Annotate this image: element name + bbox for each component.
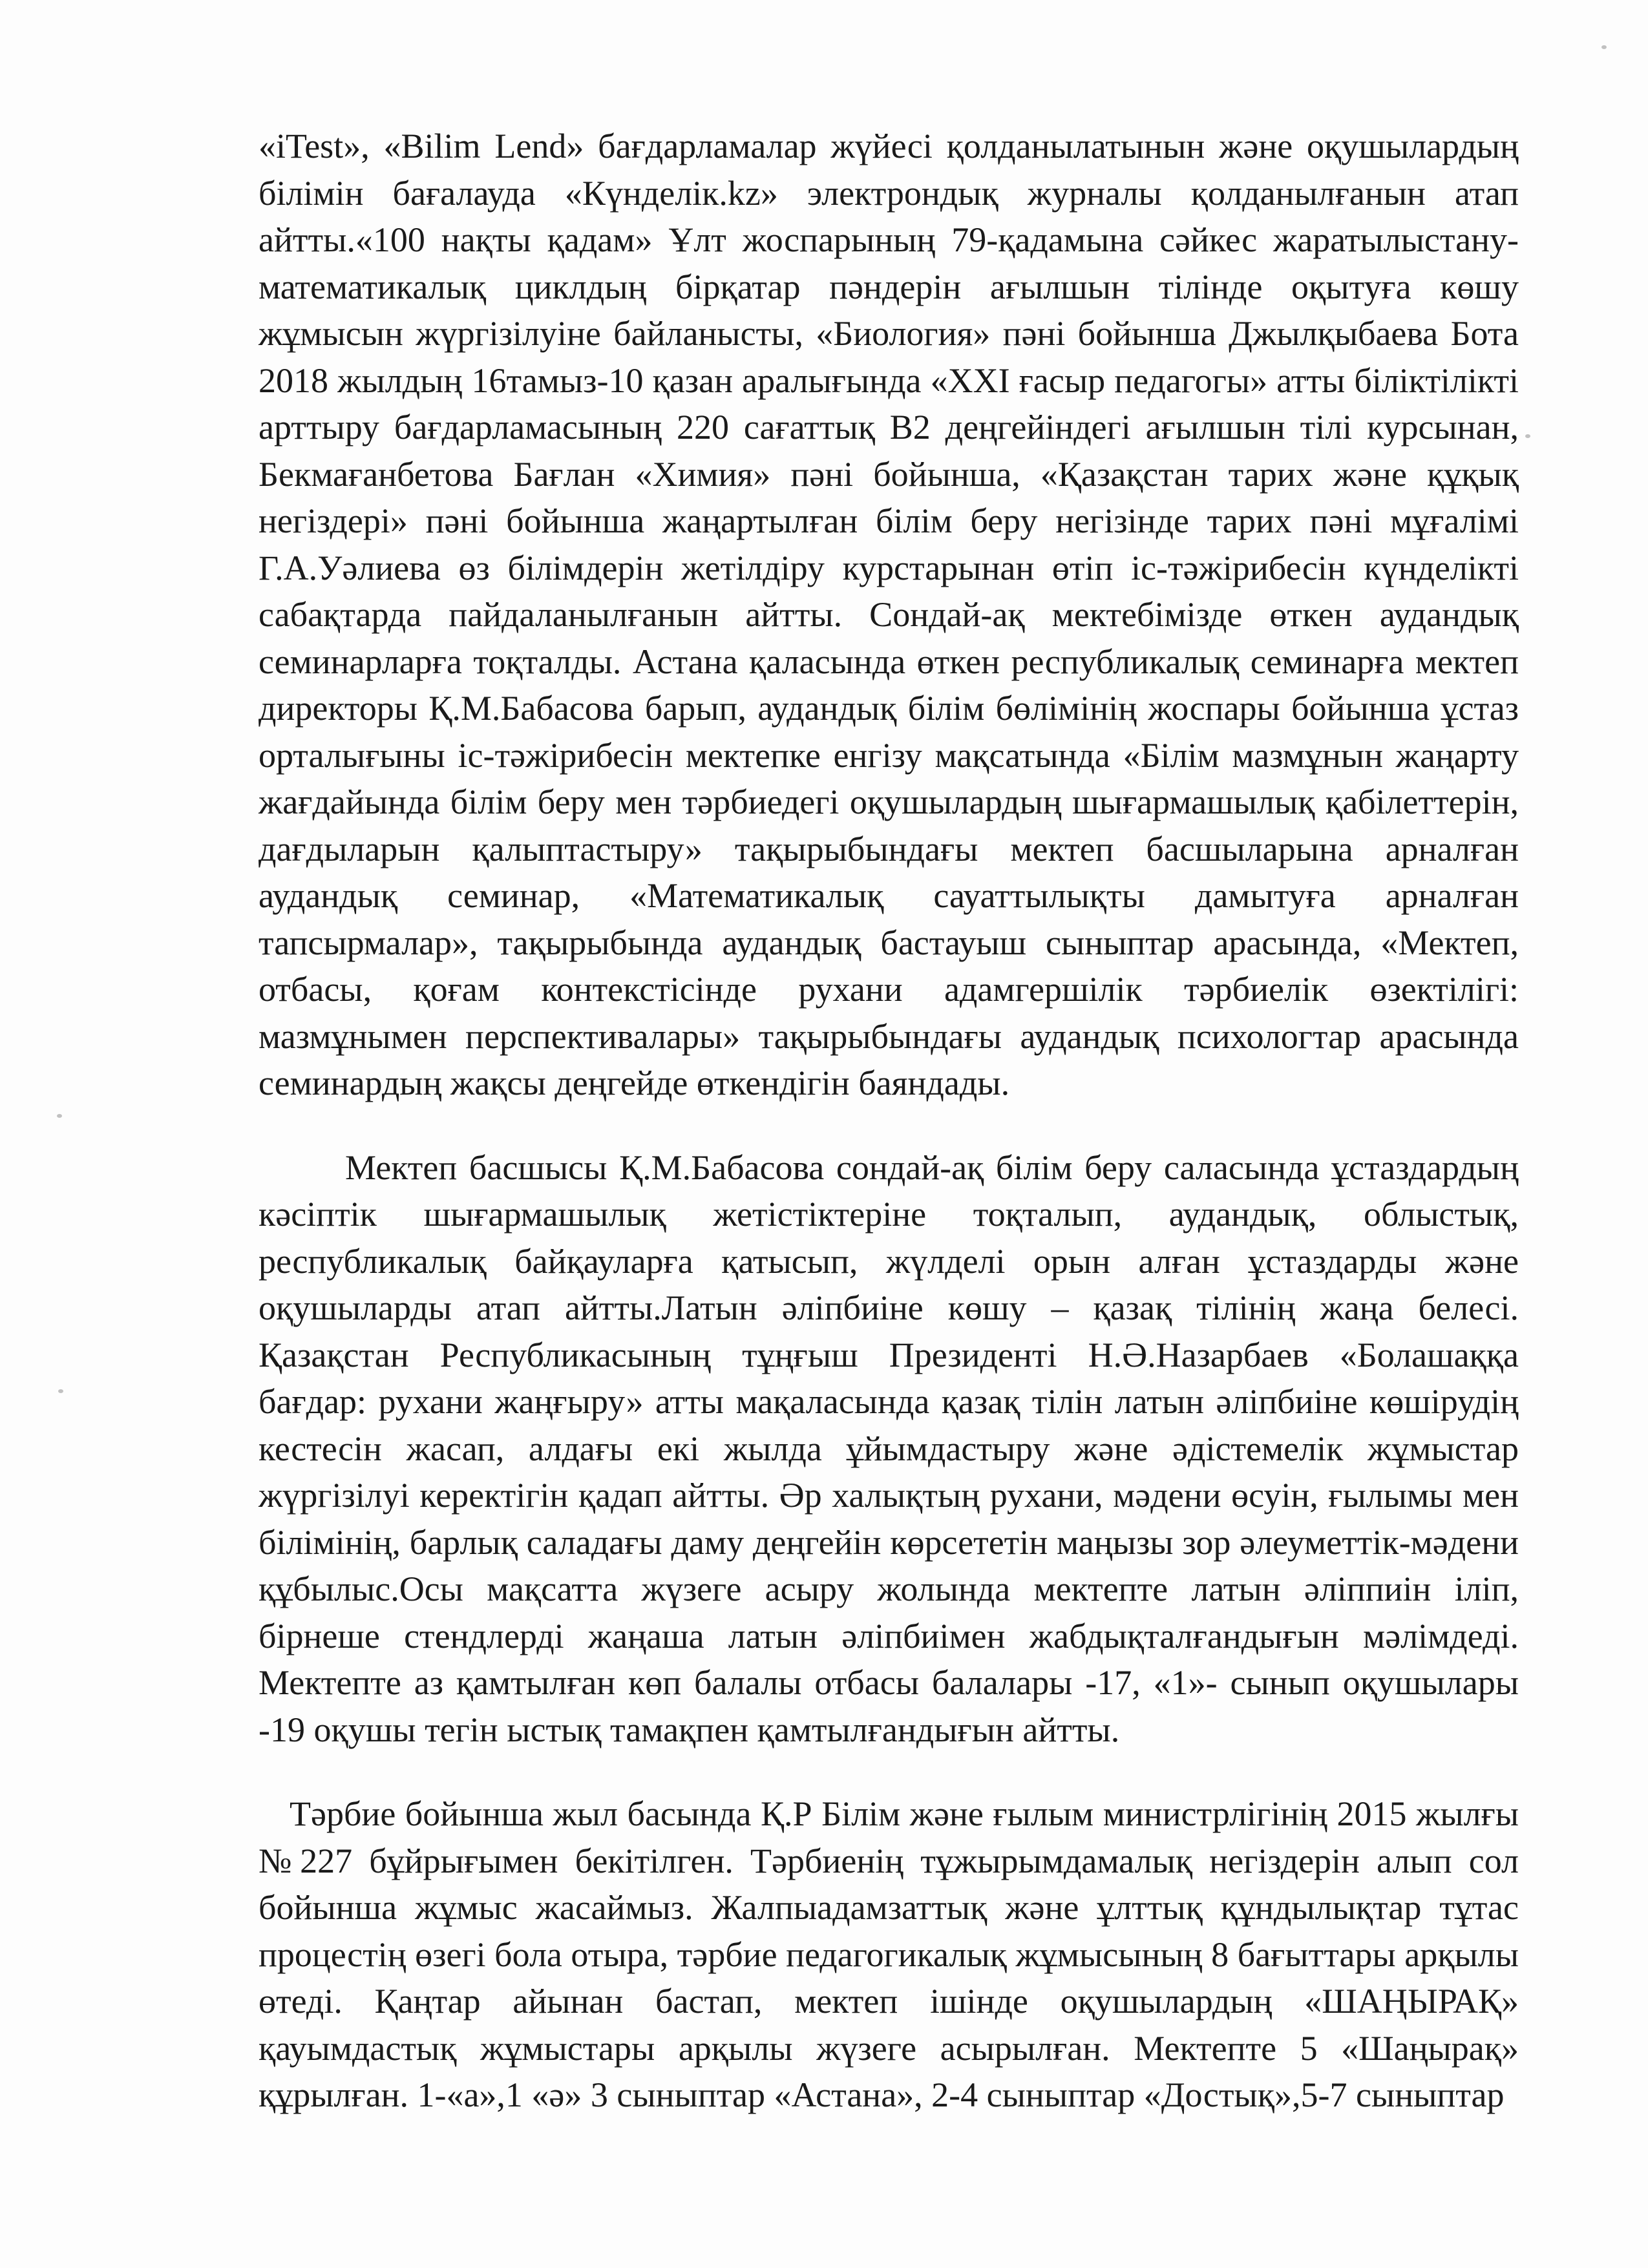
document-body (259, 123, 1519, 2119)
scan-speck (1525, 434, 1530, 438)
scan-speck (1601, 45, 1607, 49)
paragraph: Мектеп басшысы Қ.М.Бабасова сондай-ақ білім беру саласында ұстаздардың кәсіптік шығармашылық жетістіктеріне тоқталып, аудандық, облыстық, республикалық байқауларға қатысып, жүлделі орын алған ұстаздарды және оқушыларды атап айтты.Латын әліпбиіне көшу – қазақ тілінің жаңа белесі. Қазақстан Республикасының тұңғыш Президенті Н.Ә.Назарбаев «Болашаққа бағдар: рухани жаңғыру» атты мақаласында қазақ тілін латын әліпбиіне көшірудің кестесін жасап, алдағы екі жылда ұйымдастыру және әдістемелік жұмыстар жүргізілуі керектігін қадап айтты. Әр халықтың рухани, мәдени өсуін, ғылымы мен білімінің, барлық саладағы даму деңгейін көрсететін маңызы зор әлеуметтік-мәдени құбылыс.Осы мақсатта жүзеге асыру жолында мектепте латын әліппиін іліп, бірнеше стендлерді жаңаша латын әліпбиімен жабдықталғандығын мәлімдеді. Мектепте аз қамтылған көп балалы отбасы балалары -17, «1»- сынып оқушылары -19 оқушы тегін ыстық тамақпен қамтылғандығын айтты. (259, 1148, 1519, 1749)
scan-speck (57, 1114, 62, 1118)
paragraph: Тәрбие бойынша жыл басында Қ.Р Білім және ғылым министрлігінің 2015 жылғы №227 бұйрығымен бекітілген. Тәрбиенің тұжырымдамалық негіздерін алып сол бойынша жұмыс жасаймыз. Жалпыадамзаттық және ұлттық құндылықтар тұтас процестің өзегі бола отыра, тәрбие педагогикалық жұмысының 8 бағыттары арқылы өтеді. Қаңтар айынан бастап, мектеп ішінде оқушылардың «ШАҢЫРАҚ» қауымдастық жұмыстары арқылы жүзеге асырылған. Мектепте 5 «Шаңырақ» құрылған. 1-«а»,1 «ә» 3 сыныптар «Астана», 2-4 сыныптар «Достық»,5-7 сыныптар (259, 1794, 1519, 2114)
paragraph: «iTest», «Bilim Lend» бағдарламалар жүйесі қолданылатынын және оқушылардың білімін бағалауда «Күнделік.kz» электрондық журналы қолданылғанын атап айтты.«100 нақты қадам» Ұлт жоспарының 79-қадамына сәйкес жаратылыстану-математикалық циклдың бірқатар пәндерін ағылшын тілінде оқытуға көшу жұмысын жүргізілуіне байланысты, «Биология» пәні бойынша Джылқыбаева Бота 2018 жылдың 16тамыз-10 қазан аралығында «XXI ғасыр педагогы» атты біліктілікті арттыру бағдарламасының 220 сағаттық B2 деңгейіндегі ағылшын тілі курсынан, Бекмағанбетова Бағлан «Химия» пәні бойынша, «Қазақстан тарих және құқық негіздері» пәні бойынша жаңартылған білім беру негізінде тарих пәні мұғалімі Г.А.Уәлиева өз білімдерін жетілдіру курстарынан өтіп іс-тәжірибесін күнделікті сабақтарда пайдаланылғанын айтты. Сондай-ақ мектебімізде өткен аудандық семинарларға тоқталды. Астана қаласында өткен республикалық семинарға мектеп директоры Қ.М.Бабасова барып, аудандық білім бөлімінің жоспары бойынша ұстаз орталығыны іс-тәжірибесін мектепке енгізу мақсатында «Білім мазмұнын жаңарту жағдайында білім беру мен тәрбиедегі оқушылардың шығармашылық қабілеттерін, дағдыларын қалыптастыру» тақырыбындағы мектеп басшыларына арналған аудандық семинар, «Математикалық сауаттылықты дамытуға арналған тапсырмалар», тақырыбында аудандық бастауыш сыныптар арасында, «Мектеп, отбасы, қоғам контекстісінде рухани адамгершілік тәрбиелік өзектілігі: мазмұнымен перспективалары» тақырыбындағы аудандық психологтар арасында семинардың жақсы деңгейде өткендігін баяндады. (259, 127, 1519, 1102)
scan-speck (58, 1389, 63, 1393)
